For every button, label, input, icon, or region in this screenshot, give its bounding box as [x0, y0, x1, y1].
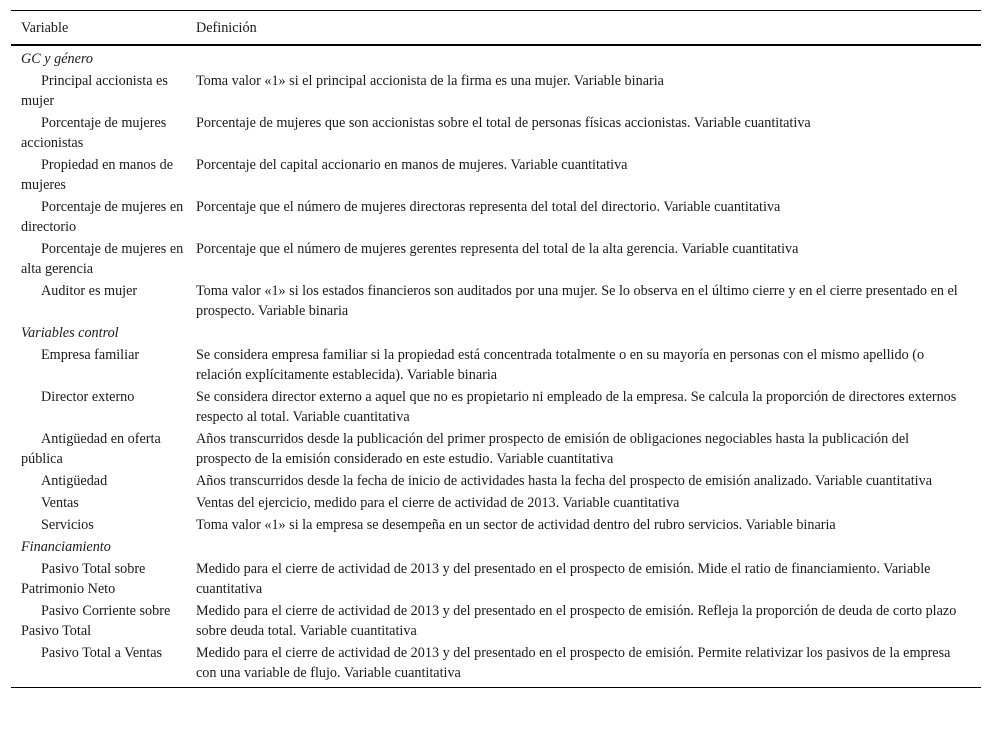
table-row [11, 154, 981, 196]
variable-cell: Propiedad en manos de mujeres [21, 157, 173, 193]
definition-cell: Porcentaje que el número de mujeres gerentes representa del total de la alta gerencia. Variable cuantitativa [196, 241, 799, 257]
variables-table-container [11, 10, 981, 688]
section-row [11, 322, 981, 344]
variable-cell: Servicios [41, 517, 94, 533]
definition-cell: Medido para el cierre de actividad de 2013 y del presentado en el prospecto de emisión. Permite relativizar los pasivos de la empresa con una variable de flujo. Variable cuantitativa [196, 642, 981, 688]
table-row [11, 558, 981, 600]
table-body [11, 45, 981, 688]
definition-cell: Ventas del ejercicio, medido para el cierre de actividad de 2013. Variable cuantitativa [196, 495, 680, 511]
variable-cell: Pasivo Total a Ventas [11, 642, 196, 688]
definition-cell: Se considera empresa familiar si la propiedad está concentrada totalmente o en su mayoría en personas con el mismo apellido (o relación explícitamente establecida). Variable binaria [196, 347, 925, 383]
definition-cell: Medido para el cierre de actividad de 2013 y del presentado en el prospecto de emisión. Mide el ratio de financiamiento. Variable cuantitativa [196, 561, 931, 597]
variable-cell: Ventas [41, 495, 79, 511]
definition-cell: Años transcurridos desde la publicación del primer prospecto de emisión de obligaciones negociables hasta la publicación del prospecto de la emisión considerado en este estudio. Variable cuantitativa [196, 431, 910, 467]
definition-cell: Toma valor «1» si la empresa se desempeña en un sector de actividad dentro del rubro servicios. Variable binaria [196, 517, 836, 533]
header-variable: Variable [11, 11, 196, 46]
variable-cell: Pasivo Corriente sobre Pasivo Total [21, 603, 171, 639]
table-row [11, 196, 981, 238]
table-row [11, 470, 981, 492]
variable-cell: Pasivo Total sobre Patrimonio Neto [21, 561, 146, 597]
section-heading: GC y género [21, 51, 93, 67]
definition-cell: Porcentaje que el número de mujeres directoras representa del total del directorio. Variable cuantitativa [196, 199, 781, 215]
table-row [11, 112, 981, 154]
header-definition: Definición [196, 11, 981, 46]
table-row [11, 642, 981, 688]
variable-cell: Porcentaje de mujeres en directorio [21, 199, 184, 235]
variable-cell: Principal accionista es mujer [21, 73, 168, 109]
table-row [11, 492, 981, 514]
definition-cell: Se considera director externo a aquel que no es propietario ni empleado de la empresa. Se calcula la proporción de directores externos respecto al total. Variable cuantitativa [196, 389, 957, 425]
definition-cell: Toma valor «1» si el principal accionista de la firma es una mujer. Variable binaria [196, 73, 664, 89]
variable-cell: Antigüedad en oferta pública [21, 431, 161, 467]
table-row [11, 386, 981, 428]
table-row [11, 514, 981, 536]
definition-cell: Toma valor «1» si los estados financieros son auditados por una mujer. Se lo observa en el último cierre y en el cierre presentado en el prospecto. Variable binaria [196, 283, 958, 319]
definition-cell: Años transcurridos desde la fecha de inicio de actividades hasta la fecha del prospecto de emisión analizado. Variable cuantitativa [196, 473, 933, 489]
section-heading: Financiamiento [21, 539, 111, 555]
variable-cell: Porcentaje de mujeres accionistas [21, 115, 167, 151]
table-row [11, 238, 981, 280]
definition-cell: Porcentaje del capital accionario en manos de mujeres. Variable cuantitativa [196, 157, 628, 173]
variable-cell: Director externo [41, 389, 135, 405]
section-heading: Variables control [21, 325, 119, 341]
variable-cell: Auditor es mujer [41, 283, 138, 299]
table-row [11, 600, 981, 642]
table-row [11, 70, 981, 112]
section-row [11, 45, 981, 70]
table-row [11, 428, 981, 470]
table-row [11, 344, 981, 386]
variable-cell: Empresa familiar [41, 347, 140, 363]
section-row [11, 536, 981, 558]
definition-cell: Porcentaje de mujeres que son accionistas sobre el total de personas físicas accionistas. Variable cuantitativa [196, 115, 811, 131]
table-header-row [11, 11, 981, 46]
variables-table [11, 10, 981, 688]
variable-cell: Porcentaje de mujeres en alta gerencia [21, 241, 184, 277]
table-row [11, 280, 981, 322]
variable-cell: Antigüedad [41, 473, 108, 489]
definition-cell: Medido para el cierre de actividad de 2013 y del presentado en el prospecto de emisión. Refleja la proporción de deuda de corto plazo sobre deuda total. Variable cuantitativa [196, 603, 957, 639]
